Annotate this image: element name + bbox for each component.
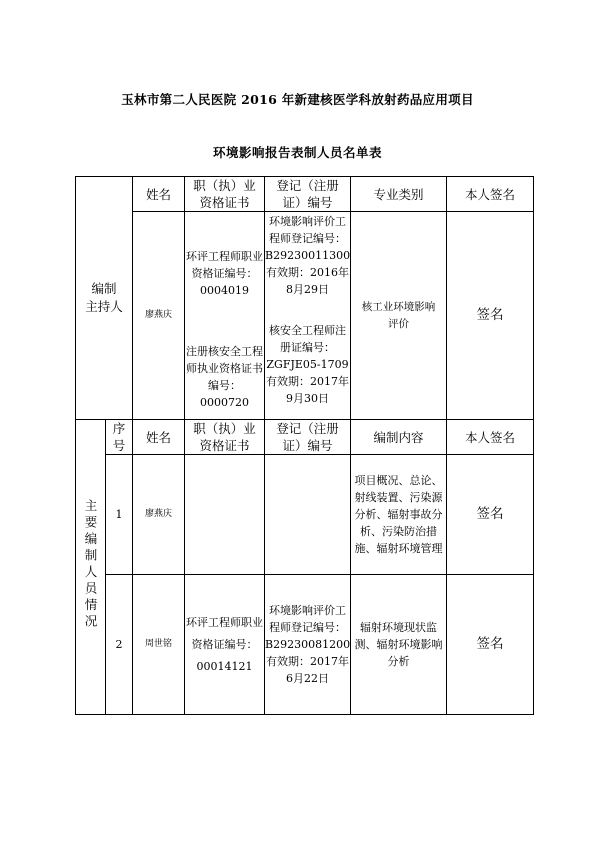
header-major: 专业类别	[351, 177, 447, 212]
table-row	[76, 575, 534, 715]
row2-content: 辐射环境现状监测、辐射环境影响分析	[351, 575, 447, 715]
chief-reg	[265, 212, 351, 420]
header-cert: 职（执）业 资格证书	[185, 177, 265, 212]
chief-cert-2: 注册核安全工程师执业资格证书编号：0000720	[186, 345, 264, 409]
header-reg-2: 登记（注册 证）编号	[265, 420, 351, 455]
chief-reg-1: 环境影响评价工程师登记编号：B29230011300有效期：2016年8月29日	[265, 215, 351, 296]
chief-major: 核工业环境影响 评价	[351, 212, 447, 420]
row2-reg: 环境影响评价工程师登记编号：B29230081200有效期：2017年6月22日	[265, 575, 351, 715]
chief-cert-1: 环评工程师职业资格证编号：0004019	[186, 250, 264, 297]
row1-seq: 1	[106, 455, 133, 575]
chief-signature: 签名	[447, 212, 534, 420]
row2-cert: 环评工程师职业资格证编号：00014121	[185, 575, 265, 715]
main-staff-label: 主要编制人员情况	[76, 420, 106, 715]
document-subtitle: 环境影响报告表制人员名单表	[212, 145, 382, 160]
section1-header-row	[76, 177, 534, 212]
section2-header-row	[76, 420, 534, 455]
chief-cert	[185, 212, 265, 420]
chief-name: 廖燕庆	[133, 212, 185, 420]
row1-reg	[265, 455, 351, 575]
chief-editor-label: 编制 主持人	[76, 177, 133, 420]
header-sign: 本人签名	[447, 177, 534, 212]
row1-cert	[185, 455, 265, 575]
header-sign-2: 本人签名	[447, 420, 534, 455]
document-title: 玉林市第二人民医院 2016 年新建核医学科放射药品应用项目	[121, 92, 474, 107]
row1-content: 项目概况、总论、射线装置、污染源分析、辐射事故分析、污染防治措施、辐射环境管理	[351, 455, 447, 575]
row1-signature: 签名	[447, 455, 534, 575]
header-cert-2: 职（执）业 资格证书	[185, 420, 265, 455]
row2-seq: 2	[106, 575, 133, 715]
chief-reg-2: 核安全工程师注册证编号：ZGFJE05-1709有效期：2017年9月30日	[266, 324, 350, 405]
chief-editor-row	[76, 212, 534, 420]
header-name: 姓名	[133, 177, 185, 212]
table-row	[76, 455, 534, 575]
header-reg: 登记（注册 证）编号	[265, 177, 351, 212]
row1-name: 廖燕庆	[133, 455, 185, 575]
header-seq: 序 号	[106, 420, 133, 455]
row2-signature: 签名	[447, 575, 534, 715]
row2-name: 周世铭	[133, 575, 185, 715]
header-content: 编制内容	[351, 420, 447, 455]
staff-table	[75, 176, 534, 715]
header-name-2: 姓名	[133, 420, 185, 455]
